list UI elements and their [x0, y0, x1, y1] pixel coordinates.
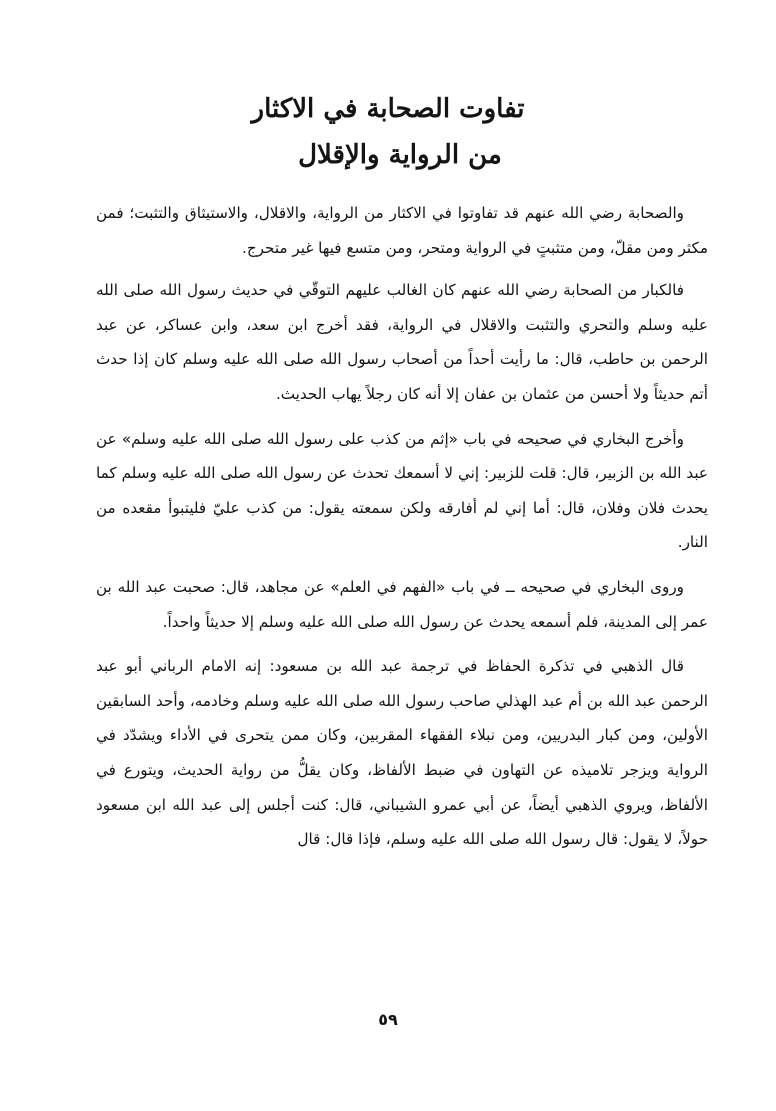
paragraph: وروى البخاري في صحيحه ــ في باب «الفهم في العلم» عن مجاهد، قال: صحبت عبد الله بن عمر إلى المدينة، فلم أسمعه يحدث عن رسول الله صلى الله عليه وسلم إلا حديثاً واحداً.	[96, 577, 708, 631]
paragraph: وأخرج البخاري في صحيحه في باب «إثم من كذب على رسول الله صلى الله عليه وسلم» عن عبد الله بن الزبير، قال: قلت للزبير: إني لا أسمعك تحدث عن رسول الله صلى الله عليه وسلم كما يحدث فلان وفلان، قال: أما إني لم أفارقه ولكن سمعته يقول: من كذب عليّ فليتبوأ مقعده من النار.	[96, 429, 708, 552]
paragraph: فالكبار من الصحابة رضي الله عنهم كان الغالب عليهم التوقّي في حديث رسول الله صلى الله عليه وسلم والتحري والتثبت والاقلال في الرواية، فقد أخرج ابن سعد، وابن عساكر، عن عبد الرحمن بن حاطب، قال: ما رأيت أحداً من أصحاب رسول الله صلى الله عليه وسلم كان إذا حدث أتم حديثاً ولا أحسن من عثمان بن عفان إلا أنه كان رجلاً يهاب الحديث.	[96, 281, 708, 403]
chapter-title	[0, 86, 776, 178]
paragraph: قال الذهبي في تذكرة الحفاظ في ترجمة عبد الله بن مسعود: إنه الامام الرباني أبو عبد الرحمن عبد الله بن أم عبد الهذلي صاحب رسول الله صلى الله عليه وسلم وخادمه، وأحد السابقين الأولين، ومن كبار البدريين، ومن نبلاء الفقهاء المقربين، وكان ممن يتحرى في الأداء ويشدّد في الرواية ويزجر تلاميذه عن التهاون في ضبط الألفاظ، وكان يقلُّ من رواية الحديث، ويتورع في الألفاظ، ويروي الذهبي أيضاً، عن أبي عمرو الشيباني، قال: كنت أجلس إلى عبد الله ابن مسعود حولاً، لا يقول: قال رسول الله صلى الله عليه وسلم، فإذا قال: قال	[96, 657, 708, 849]
body-text	[96, 196, 708, 863]
chapter-title-line-1: تفاوت الصحابة في الاكثار	[251, 94, 525, 124]
chapter-title-line-2: من الرواية والإقلال	[298, 140, 502, 170]
page-number: ٥٩	[378, 1010, 398, 1029]
paragraph: والصحابة رضي الله عنهم قد تفاوتوا في الاكثار من الرواية، والاقلال، والاستيثاق والتثبت؛ فمن مكثر ومن مقلّ، ومن متثبتٍ في الرواية ومتحر، ومن متسع فيها غير متحرج.	[96, 204, 708, 257]
